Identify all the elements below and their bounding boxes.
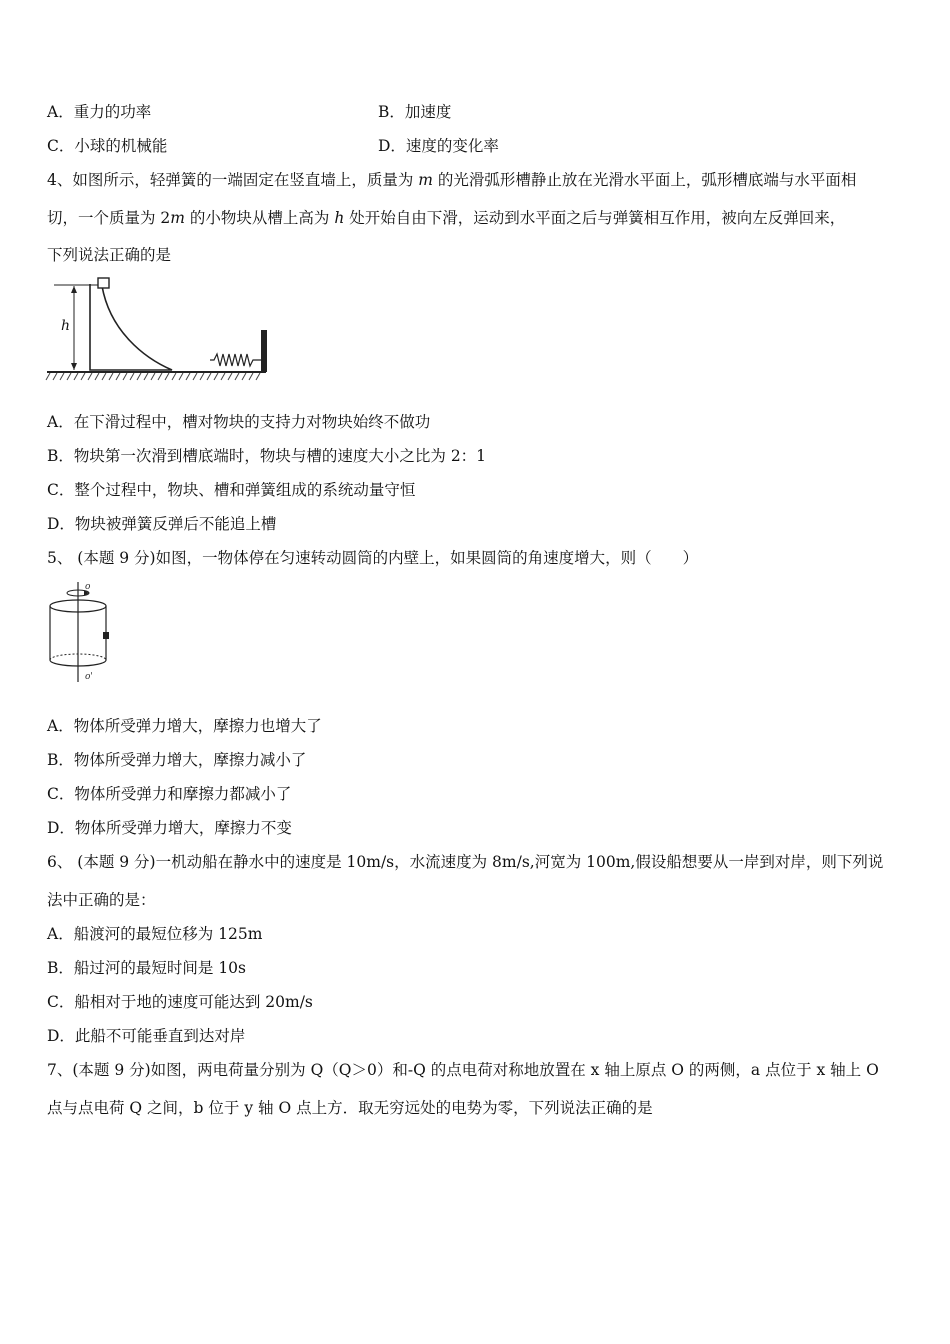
q6-option-a: A．船渡河的最短位移为 125m	[47, 925, 263, 943]
q4-option-c: C．整个过程中，物块、槽和弹簧组成的系统动量守恒	[47, 481, 416, 499]
q5-option-a: A．物体所受弹力增大，摩擦力也增大了	[47, 717, 322, 735]
q5-option-b: B．物体所受弹力增大，摩擦力减小了	[47, 751, 307, 769]
q7-stem-line2: 点与点电荷 Q 之间，b 位于 y 轴 O 点上方．取无穷远处的电势为零，下列说法正确的是	[47, 1099, 653, 1117]
q6-option-b: B．船过河的最短时间是 10s	[47, 959, 246, 977]
q6-option-c: C．船相对于地的速度可能达到 20m/s	[47, 993, 313, 1011]
q6-option-d: D．此船不可能垂直到达对岸	[47, 1027, 246, 1045]
q5-option-d: D．物体所受弹力增大，摩擦力不变	[47, 819, 292, 837]
q3-option-b: B．加速度	[378, 103, 452, 121]
q7-stem-line1: 7、(本题 9 分)如图，两电荷量分别为 Q（Q＞0）和-Q 的点电荷对称地放置在 x 轴上原点 O 的两侧，a 点位于 x 轴上 O	[47, 1061, 879, 1079]
q3-option-a: A．重力的功率	[47, 103, 152, 121]
q5-figure-axis-top-label: o	[85, 582, 91, 592]
q4-option-d: D．物块被弹簧反弹后不能追上槽	[47, 515, 277, 533]
q5-option-c: C．物体所受弹力和摩擦力都减小了	[47, 785, 292, 803]
q3-option-c: C．小球的机械能	[47, 137, 168, 155]
q4-stem-line1: 4、如图所示，轻弹簧的一端固定在竖直墙上，质量为 m 的光滑弧形槽静止放在光滑水平面上，弧形槽底端与水平面相	[47, 171, 857, 189]
q4-option-b: B．物块第一次滑到槽底端时，物块与槽的速度大小之比为 2：1	[47, 447, 487, 465]
q6-stem-line1: 6、 (本题 9 分)一机动船在静水中的速度是 10m/s，水流速度为 8m/s,河宽为 100m,假设船想要从一岸到对岸，则下列说	[47, 853, 884, 871]
q4-stem-line3: 下列说法正确的是	[47, 246, 172, 264]
q5-stem: 5、 (本题 9 分)如图，一物体停在匀速转动圆筒的内壁上，如果圆筒的角速度增大，则（ ）	[47, 549, 699, 567]
q5-figure-axis-bottom-label: o'	[85, 672, 93, 682]
q4-stem-line2: 切，一个质量为 2m 的小物块从槽上高为 h 处开始自由下滑，运动到水平面之后与弹簧相互作用，被向左反弹回来，	[47, 209, 846, 227]
q6-stem-line2: 法中正确的是：	[47, 891, 156, 909]
q4-figure-slide-spring	[44, 276, 276, 388]
q3-option-d: D．速度的变化率	[378, 137, 499, 155]
q4-figure-h-label: h	[61, 318, 71, 334]
q4-option-a: A．在下滑过程中，槽对物块的支持力对物块始终不做功	[47, 413, 431, 431]
q5-figure-cylinder	[44, 578, 118, 686]
